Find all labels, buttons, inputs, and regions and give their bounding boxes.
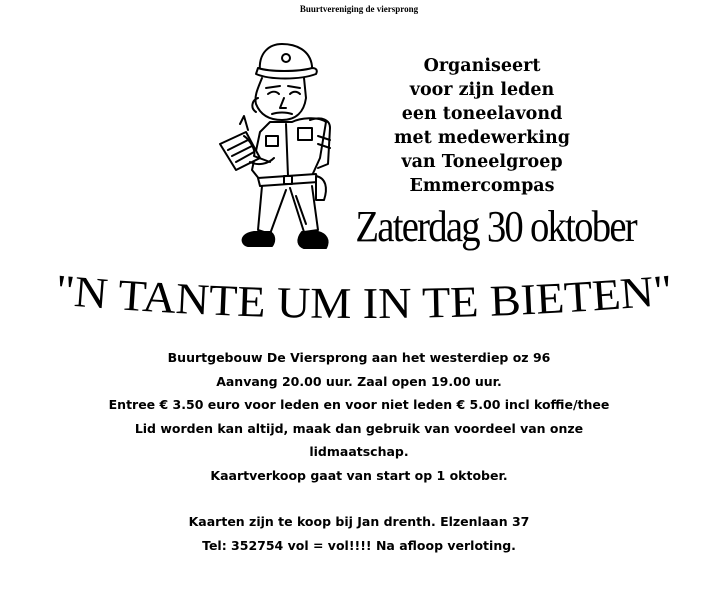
invitation-text bbox=[362, 54, 602, 198]
intro-line: voor zijn leden bbox=[409, 80, 555, 100]
detail-line: Buurtgebouw De Viersprong aan het westerdiep oz 96 bbox=[167, 350, 551, 365]
svg-text:"N TANTE UM IN TE BIETEN" bbox=[54, 265, 675, 328]
detail-line: Entree € 3.50 euro voor leden en voor niet leden € 5.00 incl koffie/thee bbox=[108, 397, 610, 412]
organisation-name: Buurtvereniging de viersprong bbox=[299, 4, 419, 14]
intro-line: met medewerking bbox=[394, 128, 570, 148]
intro-line: van Toneelgroep bbox=[401, 152, 563, 172]
intro-line: Organiseert bbox=[423, 56, 541, 76]
spacer bbox=[0, 487, 718, 510]
play-title-text: "N TANTE UM IN TE BIETEN" bbox=[53, 265, 674, 329]
detail-line: Kaartverkoop gaat van start op 1 oktober. bbox=[210, 467, 508, 483]
police-officer-illustration bbox=[200, 40, 350, 255]
play-title bbox=[44, 258, 684, 338]
detail-line: Lid worden kan altijd, maak dan gebruik van voordeel van onze bbox=[134, 420, 584, 436]
intro-line: een toneelavond bbox=[401, 104, 563, 124]
detail-line: Aanvang 20.00 uur. Zaal open 19.00 uur. bbox=[216, 373, 502, 389]
event-details bbox=[0, 346, 718, 557]
detail-line: lidmaatschap. bbox=[309, 444, 409, 459]
ticket-line: Kaarten zijn te koop bij Jan drenth. Elzenlaan 37 bbox=[188, 514, 530, 529]
intro-line: Emmercompas bbox=[409, 176, 555, 196]
event-date: Zaterdag 30 oktober bbox=[355, 202, 636, 251]
ticket-line: Tel: 352754 vol = vol!!!! Na afloop verloting. bbox=[202, 537, 516, 553]
